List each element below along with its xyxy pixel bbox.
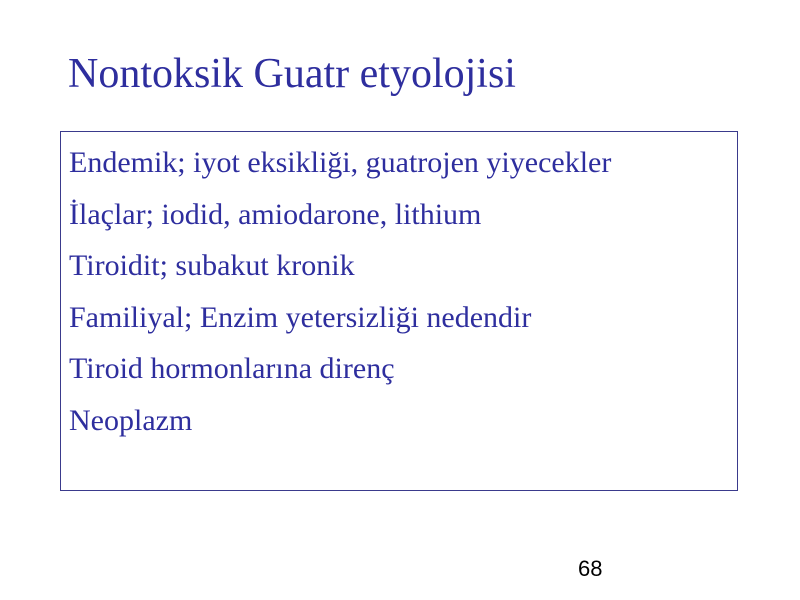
page-number: 68 [578,556,603,581]
slide-title: Nontoksik Guatr etyolojisi [68,51,516,97]
list-item-familiyal: Familiyal; Enzim yetersizliği nedendir [69,300,532,334]
list-item-ilaclar: İlaçlar; iodid, amiodarone, lithium [69,197,482,231]
list-item-neoplazm: Neoplazm [69,403,193,437]
bullet-list [69,137,611,446]
list-item-endemik: Endemik; iyot eksikliği, guatrojen yiyecekler [69,146,612,179]
content-box [60,131,738,491]
list-item-hormon-direnc: Tiroid hormonlarına direnç [69,352,395,385]
list-item-tiroidit: Tiroidit; subakut kronik [69,249,355,282]
